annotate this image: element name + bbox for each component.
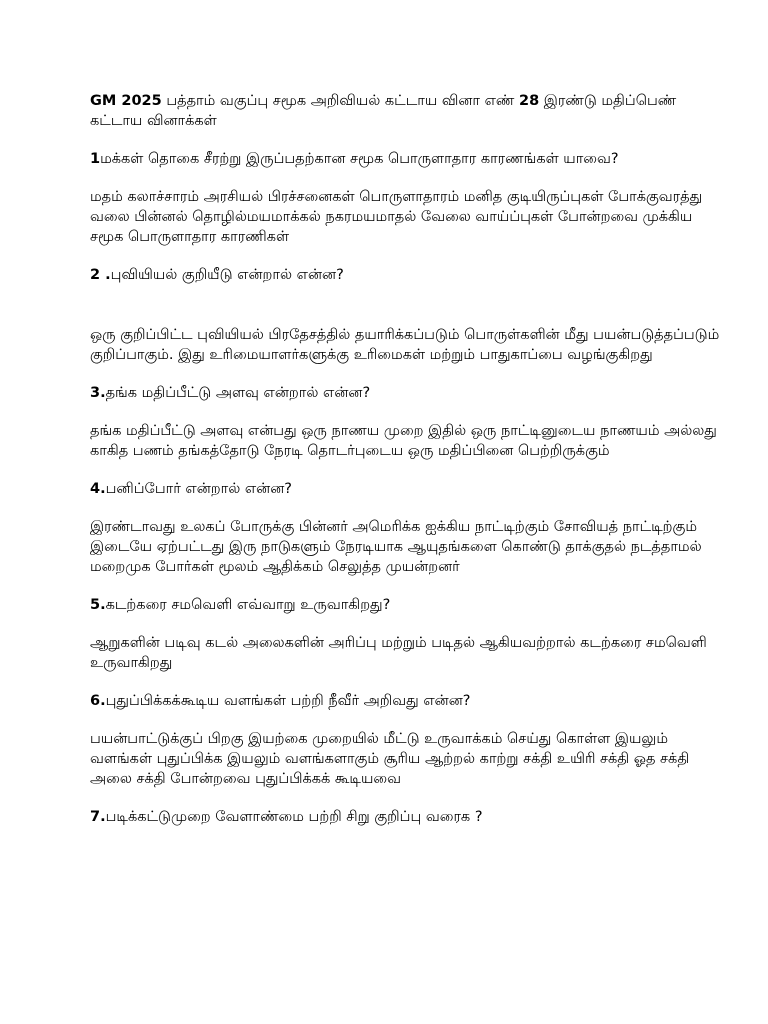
answer-6: பயன்பாட்டுக்குப் பிறகு இயற்கை முறையில் மீட்டு உருவாக்கம் செய்து கொள்ள இயலும் வளங்கள் புதுப்பிக்க இயலும் வளங்களாகும் சூரிய ஆற்றல் காற்று சக்தி உயிரி சக்தி ஓத சக்தி அலை சக்தி போன்றவை புதுப்பிக்கக் கூடியவை [90, 731, 690, 787]
question-3 [90, 383, 728, 403]
question-5 [90, 595, 728, 615]
question-number: 6. [90, 693, 106, 709]
title-suffix: இரண்டு மதிப்பெண் கட்டாய வினாக்கள் [90, 93, 677, 129]
question-text: கடற்கரை சமவெளி எவ்வாறு உருவாகிறது? [105, 597, 391, 613]
answer-4: இரண்டாவது உலகப் போருக்கு பின்னர் அமெரிக்க ஐக்கிய நாட்டிற்கும் சோவியத் நாட்டிற்கும் இடையே ஏற்பட்டது இரு நாடுகளும் நேரடியாக ஆயுதங்களை கொண்டு தாக்குதல் நடத்தாமல் மறைமுக போர்கள் மூலம் ஆதிக்கம் செலுத்த முயன்றனர் [90, 519, 702, 575]
answer-2: ஒரு குறிப்பிட்ட புவியியல் பிரதேசத்தில் தயாரிக்கப்படும் பொருள்களின் மீது பயன்படுத்தப்படும் குறிப்பாகும். இது உரிமையாளர்களுக்கு உரிமைகள் மற்றும் பாதுகாப்பை வழங்குகிறது [90, 327, 720, 363]
title-prefix: GM 2025 [90, 93, 162, 109]
question-text: புவியியல் குறியீடு என்றால் என்ன? [110, 267, 344, 283]
question-text: பனிப்போர் என்றால் என்ன? [105, 481, 292, 497]
answer-5: ஆறுகளின் படிவு கடல் அலைகளின் அரிப்பு மற்றும் படிதல் ஆகியவற்றால் கடற்கரை சமவெளி உருவாகிறது [90, 635, 707, 671]
answer-1: மதம் கலாச்சாரம் அரசியல் பிரச்சனைகள் பொருளாதாரம் மனித குடியிருப்புகள் போக்குவரத்து வலை பின்னல் தொழில்மயமாக்கல் நகரமயமாதல் வேலை வாய்ப்புகள் போன்றவை முக்கிய சமூக பொருளாதார காரணிகள் [90, 189, 703, 245]
question-number: 1 [90, 151, 101, 167]
question-number: 5. [90, 597, 106, 613]
question-number: 7. [90, 809, 106, 825]
question-text: புதுப்பிக்கக்கூடிய வளங்கள் பற்றி நீவீர் அறிவது என்ன? [105, 693, 471, 709]
question-text: படிக்கட்டுமுறை வேளாண்மை பற்றி சிறு குறிப்பு வரைக ? [105, 809, 483, 825]
document-title [90, 91, 728, 131]
question-4 [90, 479, 728, 499]
question-number: 4. [90, 481, 106, 497]
question-7 [90, 807, 728, 827]
answer-3: தங்க மதிப்பீட்டு அளவு என்பது ஒரு நாணய முறை இதில் ஒரு நாட்டினுடைய நாணயம் அல்லது காகித பணம் தங்கத்தோடு நேரடி தொடர்புடைய ஒரு மதிப்பினை பெற்றிருக்கும் [90, 423, 717, 459]
question-number: 3. [90, 385, 106, 401]
title-number: 28 [518, 93, 540, 109]
title-mid: பத்தாம் வகுப்பு சமூக அறிவியல் கட்டாய வினா எண் [161, 93, 519, 109]
question-2 [90, 265, 728, 285]
question-text: மக்கள் தொகை சீரற்று இருப்பதற்கான சமூக பொருளாதார காரணங்கள் யாவை? [100, 151, 619, 167]
question-6 [90, 691, 728, 711]
question-1 [90, 149, 728, 169]
question-text: தங்க மதிப்பீட்டு அளவு என்றால் என்ன? [105, 385, 371, 401]
question-number: 2 . [90, 267, 111, 283]
